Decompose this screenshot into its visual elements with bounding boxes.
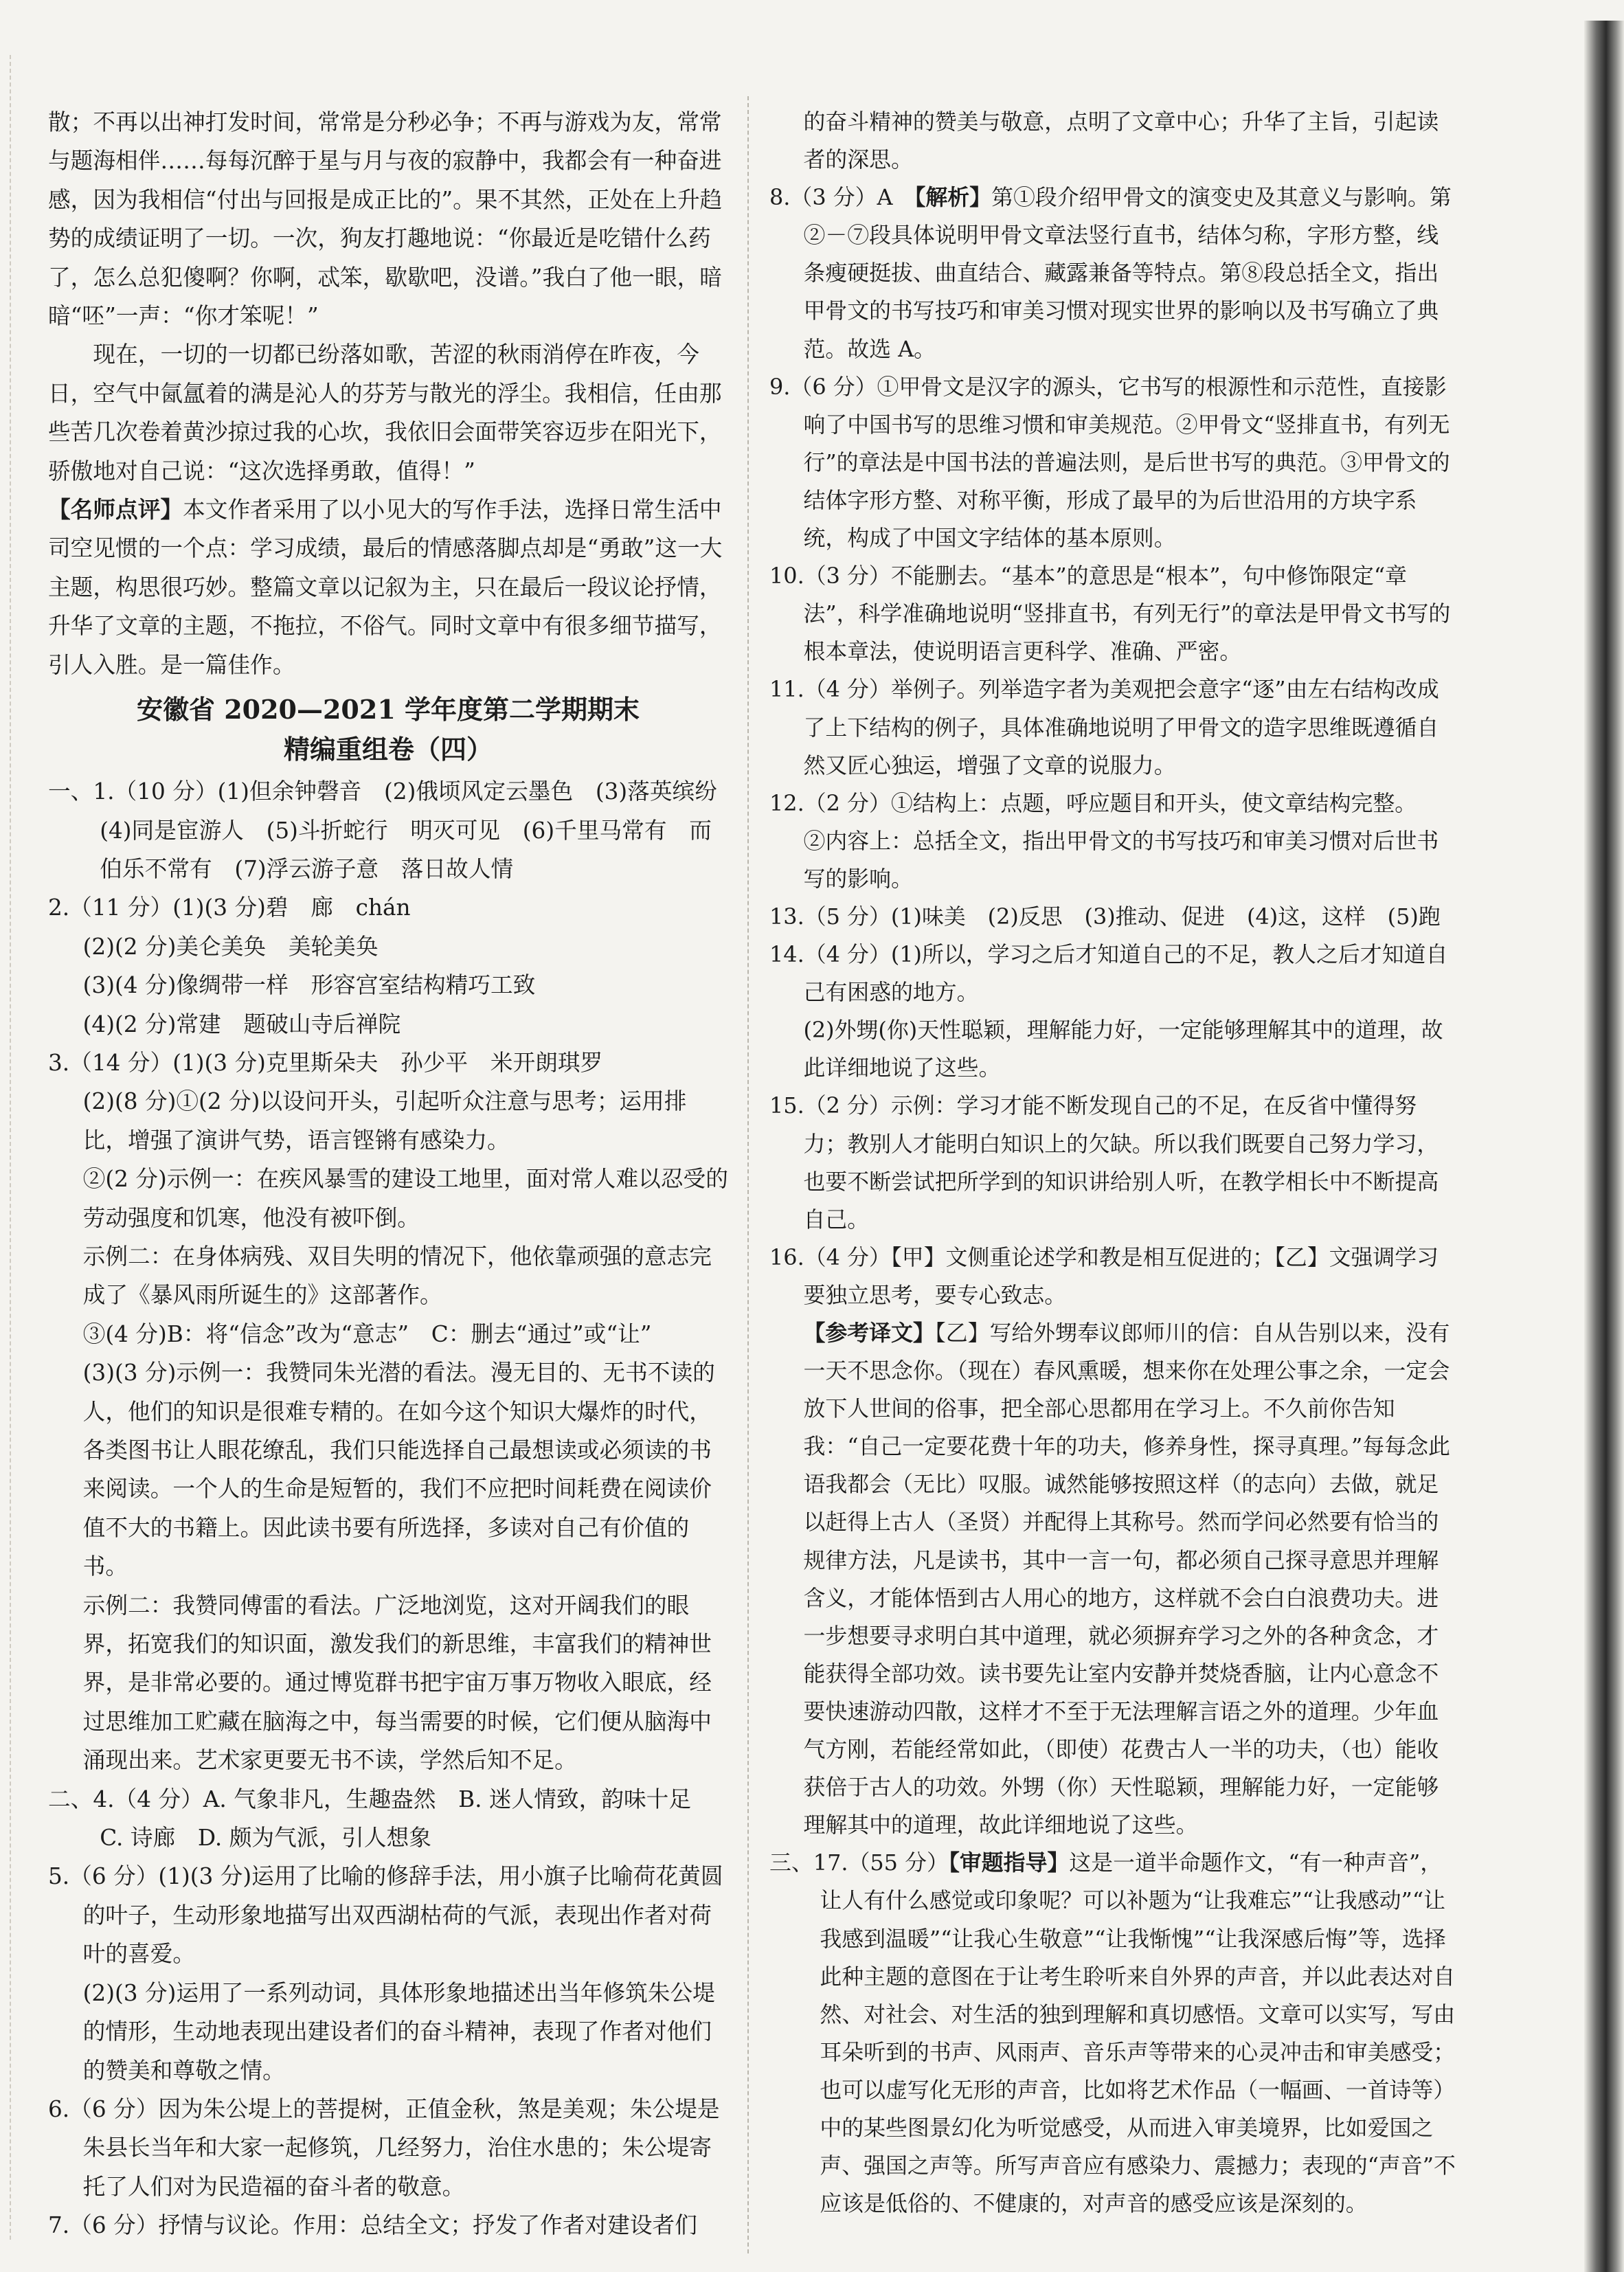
- answer-q4: 二、4.（4 分）A. 气象非凡，生趣盎然 B. 迷人情致，韵味十足: [48, 1786, 692, 1812]
- translation-block: [769, 1314, 1456, 1844]
- answer-q8-text: 第①段介绍甲骨文的演变史及其意义与影响。第②－⑦段具体说明甲骨文章法竖行直书，结体匀称，字形方整，线条瘦硬挺拔、曲直结合、藏露兼备等特点。第⑧段总括全文，指出甲骨文的书写技巧和审美习惯对现实世界的影响以及书写确立了典范。故选 A。: [803, 184, 1452, 362]
- answer-q14-item: (2)外甥(你)天性聪颖，理解能力好，一定能够理解其中的道理，故此详细地说了这些。: [803, 1017, 1443, 1081]
- answer-q10: 10.（3 分）不能删去。“基本”的意思是“根本”，句中修饰限定“章法”，科学准确地说明“竖排直书，有列无行”的章法是甲骨文书写的根本章法，使说明语言更科学、准确、严密。: [769, 563, 1451, 665]
- answer-q13: 13.（5 分）(1)味美 (2)反思 (3)推动、促进 (4)这，这样 (5)跑: [769, 903, 1441, 930]
- margin-cut-line: [10, 55, 11, 2240]
- guidance-text: 这是一道半命题作文，“有一种声音”，让人有什么感觉或印象呢？可以补题为“让我难忘”“让我感动”“让我感到温暖”“让我心生敬意”“让我惭愧”“让我深感后悔”等，选择此种主题的意图在于让考生聆听来自外界的声音，并以此表达对自然、对社会、对生活的独到理解和真切感悟。文章可以实写，写由耳朵听到的书声、风雨声、音乐声等带来的心灵冲击和审美感受；也可以虚写化无形的声音，比如将艺术作品（一幅画、一首诗等）中的某些图景幻化为听觉感受，从而进入审美境界，比如爱国之声、强国之声等。所写声音应有感染力、震撼力；表现的“声音”不应该是低俗的、不健康的，对声音的感受应该是深刻的。: [820, 1849, 1456, 2217]
- answer-q3-item: ②(2 分)示例一：在疾风暴雪的建设工地里，面对常人难以忍受的劳动强度和饥寒，他没有被吓倒。: [82, 1166, 728, 1231]
- answer-q16: 16.（4 分）【甲】文侧重论述学和教是相互促进的；【乙】文强调学习要独立思考，要专心致志。: [769, 1244, 1439, 1308]
- teacher-comment: [48, 491, 728, 684]
- analysis-tag: 【解析】: [914, 184, 992, 211]
- answer-q1: 一、1.（10 分）(1)但余钟磬音 (2)俄顷风定云墨色 (3)落英缤纷 (4)同是宦游人 (5)斗折蛇行 明灭可见 (6)千里马常有 而伯乐不常有 (7)浮云游子意 落日故人情: [48, 778, 740, 882]
- answer-q17: [769, 1844, 1456, 2223]
- essay-paragraph: 散；不再以出神打发时间，常常是分秒必争；不再与游戏为友，常常与题海相伴……每每沉醉于星与月与夜的寂静中，我都会有一种奋进感，因为我相信“付出与回报是成正比的”。果不其然，正处在上升趋势的成绩证明了一切。一次，狗友打趣地说：“你最近是吃错什么药了，怎么总犯傻啊？你啊，忒笨，歇歇吧，没谱。”我白了他一眼，暗暗“呸”一声：“你才笨呢！”: [48, 109, 723, 330]
- right-column: [769, 103, 1456, 2223]
- answer-q3-item: (3)(3 分)示例一：我赞同朱光潜的看法。漫无目的、无书不读的人，他们的知识是很难专精的。在如今这个知识大爆炸的时代，各类图书让人眼花缭乱，我们只能选择自己最想读或必须读的书来阅读。一个人的生命是短暂的，我们不应把时间耗费在阅读价值不大的书籍上。因此读书要有所选择，多读对自己有价值的书。: [82, 1360, 715, 1580]
- answer-q8: [769, 179, 1456, 368]
- comment-text: 本文作者采用了以小见大的写作手法，选择日常生活中司空见惯的一个点：学习成绩，最后的情感落脚点却是“勇敢”这一大主题，构思很巧妙。整篇文章以记叙为主，只在最后一段议论抒情，升华了文章的主题，不拖拉，不俗气。同时文章中有很多细节描写，引人入胜。是一篇佳作。: [48, 497, 723, 678]
- answer-q2-item: (3)(4 分)像绸带一样 形容宫室结构精巧工致: [82, 972, 536, 999]
- answer-q12: 12.（2 分）①结构上：点题，呼应题目和开头，使文章结构完整。: [769, 789, 1417, 816]
- answer-q3-item: 示例二：在身体病残、双目失明的情况下，他依靠顽强的意志完成了《暴风雨所诞生的》这部著作。: [82, 1243, 712, 1309]
- answer-q8-head: 8.（3 分）A: [769, 184, 915, 211]
- essay-paragraph: 现在，一切的一切都已纷落如歌，苦涩的秋雨消停在昨夜，今日，空气中氤氲着的满是沁人的芬芳与散光的浮尘。我相信，任由那些苦几次卷着黄沙掠过我的心坎，我依旧会面带笑容迈步在阳光下，骄傲地对自己说：“这次选择勇敢，值得！”: [48, 341, 722, 484]
- answer-q5-item: (2)(3 分)运用了一系列动词，具体形象地描述出当年修筑朱公堤的情形，生动地表现出建设者们的奋斗精神，表现了作者对他们的赞美和尊敬之情。: [82, 1979, 715, 2084]
- answer-q6: 6.（6 分）因为朱公堤上的菩提树，正值金秋，煞是美观；朱公堤是朱县长当年和大家一起修筑，几经努力，治住水患的；朱公堤寄托了人们对为民造福的奋斗者的敬意。: [48, 2095, 720, 2200]
- binding-edge: [1584, 21, 1624, 2272]
- comment-tag: 【名师点评】: [48, 496, 183, 524]
- answer-q2-item: (4)(2 分)常建 题破山寺后禅院: [82, 1011, 401, 1037]
- answer-q2-item: (2)(2 分)美仑美奂 美轮美奂: [82, 933, 379, 960]
- answer-q5: 5.（6 分）(1)(3 分)运用了比喻的修辞手法，用小旗子比喻荷花黄圆的叶子，生动形象地描写出双西湖枯荷的气派，表现出作者对荷叶的喜爱。: [48, 1863, 723, 1968]
- answer-q3-item: (2)(8 分)①(2 分)以设问开头，引起听众注意与思考；运用排比，增强了演讲气势，语言铿锵有感染力。: [82, 1088, 687, 1154]
- exam-title: 安徽省 2020—2021 学年度第二学期期末: [137, 694, 640, 726]
- answer-q14: 14.（4 分）(1)所以，学习之后才知道自己的不足，教人之后才知道自己有困惑的地方。: [769, 941, 1448, 1006]
- column-divider: [747, 96, 749, 2253]
- answer-q17-head: 三、17.（55 分）: [769, 1849, 949, 1876]
- answer-q7-cont: 的奋斗精神的赞美与敬意，点明了文章中心；升华了主旨，引起读者的深思。: [803, 109, 1439, 173]
- answer-q3: 3.（14 分）(1)(3 分)克里斯朵夫 孙少平 米开朗琪罗: [48, 1049, 603, 1076]
- answer-q7: 7.（6 分）抒情与议论。作用：总结全文；抒发了作者对建设者们: [48, 2212, 697, 2239]
- answer-q9: 9.（6 分）①甲骨文是汉字的源头，它书写的根源性和示范性，直接影响了中国书写的思维习惯和审美规范。②甲骨文“竖排直书，有列无行”的章法是中国书法的普遍法则，是后世书写的典范。③甲骨文的结体字形方整、对称平衡，形成了最早的为后世沿用的方块字系统，构成了中国文字结体的基本原则。: [769, 373, 1450, 552]
- translation-tag: 【参考译文】: [803, 1320, 935, 1346]
- answer-q12-item: ②内容上：总括全文，指出甲骨文的书写技巧和审美习惯对后世书写的影响。: [803, 827, 1439, 892]
- answer-q3-item: 示例二：我赞同傅雷的看法。广泛地浏览，这对开阔我们的眼界，拓宽我们的知识面，激发我们的新思维，丰富我们的精神世界，是非常必要的。通过博览群书把宇宙万事万物收入眼底，经过思维加工贮藏在脑海之中，每当需要的时候，它们便从脑海中涌现出来。艺术家更要无书不读，学然后知不足。: [82, 1592, 712, 1774]
- answer-q4-cont: C. 诗廊 D. 颇为气派，引人想象: [100, 1825, 431, 1852]
- answer-q2: 2.（11 分）(1)(3 分)碧 廊 chán: [48, 895, 411, 921]
- guidance-tag: 【审题指导】: [948, 1849, 1070, 1876]
- exam-subtitle: 精编重组卷（四）: [283, 734, 493, 765]
- left-column: [48, 103, 740, 2245]
- answer-q15: 15.（2 分）示例：学习才能不断发现自己的不足，在反省中懂得努力；教别人才能明白知识上的欠缺。所以我们既要自己努力学习，也要不断尝试把所学到的知识讲给别人听，在教学相长中不断提高自己。: [769, 1092, 1439, 1233]
- answer-q11: 11.（4 分）举例子。列举造字者为美观把会意字“逐”由左右结构改成了上下结构的例子，具体准确地说明了甲骨文的造字思维既遵循自然又匠心独运，增强了文章的说服力。: [769, 676, 1439, 778]
- translation-text: 【乙】写给外甥奉议郎师川的信：自从告别以来，没有一天不思念你。（现在）春风熏暖，想来你在处理公事之余，一定会放下人世间的俗事，把全部心思都用在学习上。不久前你告知我：“自己一定要花费十年的功夫，修养身性，探寻真理。”每每念此语我都会（无比）叹服。诚然能够按照这样（的志向）去做，就足以赶得上古人（圣贤）并配得上其称号。然而学问必然要有恰当的规律方法，凡是读书，其中一言一句，都必须自己探寻意思并理解含义，才能体悟到古人用心的地方，这样就不会白白浪费功夫。进一步想要寻求明白其中道理，就必须摒弃学习之外的各种贪念，才能获得全部功效。读书要先让室内安静并焚烧香脑，让内心意念不要快速游动四散，这样才不至于无法理解言语之外的道理。少年血气方刚，若能经常如此，（即使）花费古人一半的功夫，（也）能收获倍于古人的功效。外甥（你）天性聪颖，理解能力好，一定能够理解其中的道理，故此详细地说了这些。: [803, 1320, 1450, 1838]
- answer-q3-item: ③(4 分)B：将“信念”改为“意志” C：删去“通过”或“让”: [82, 1320, 652, 1347]
